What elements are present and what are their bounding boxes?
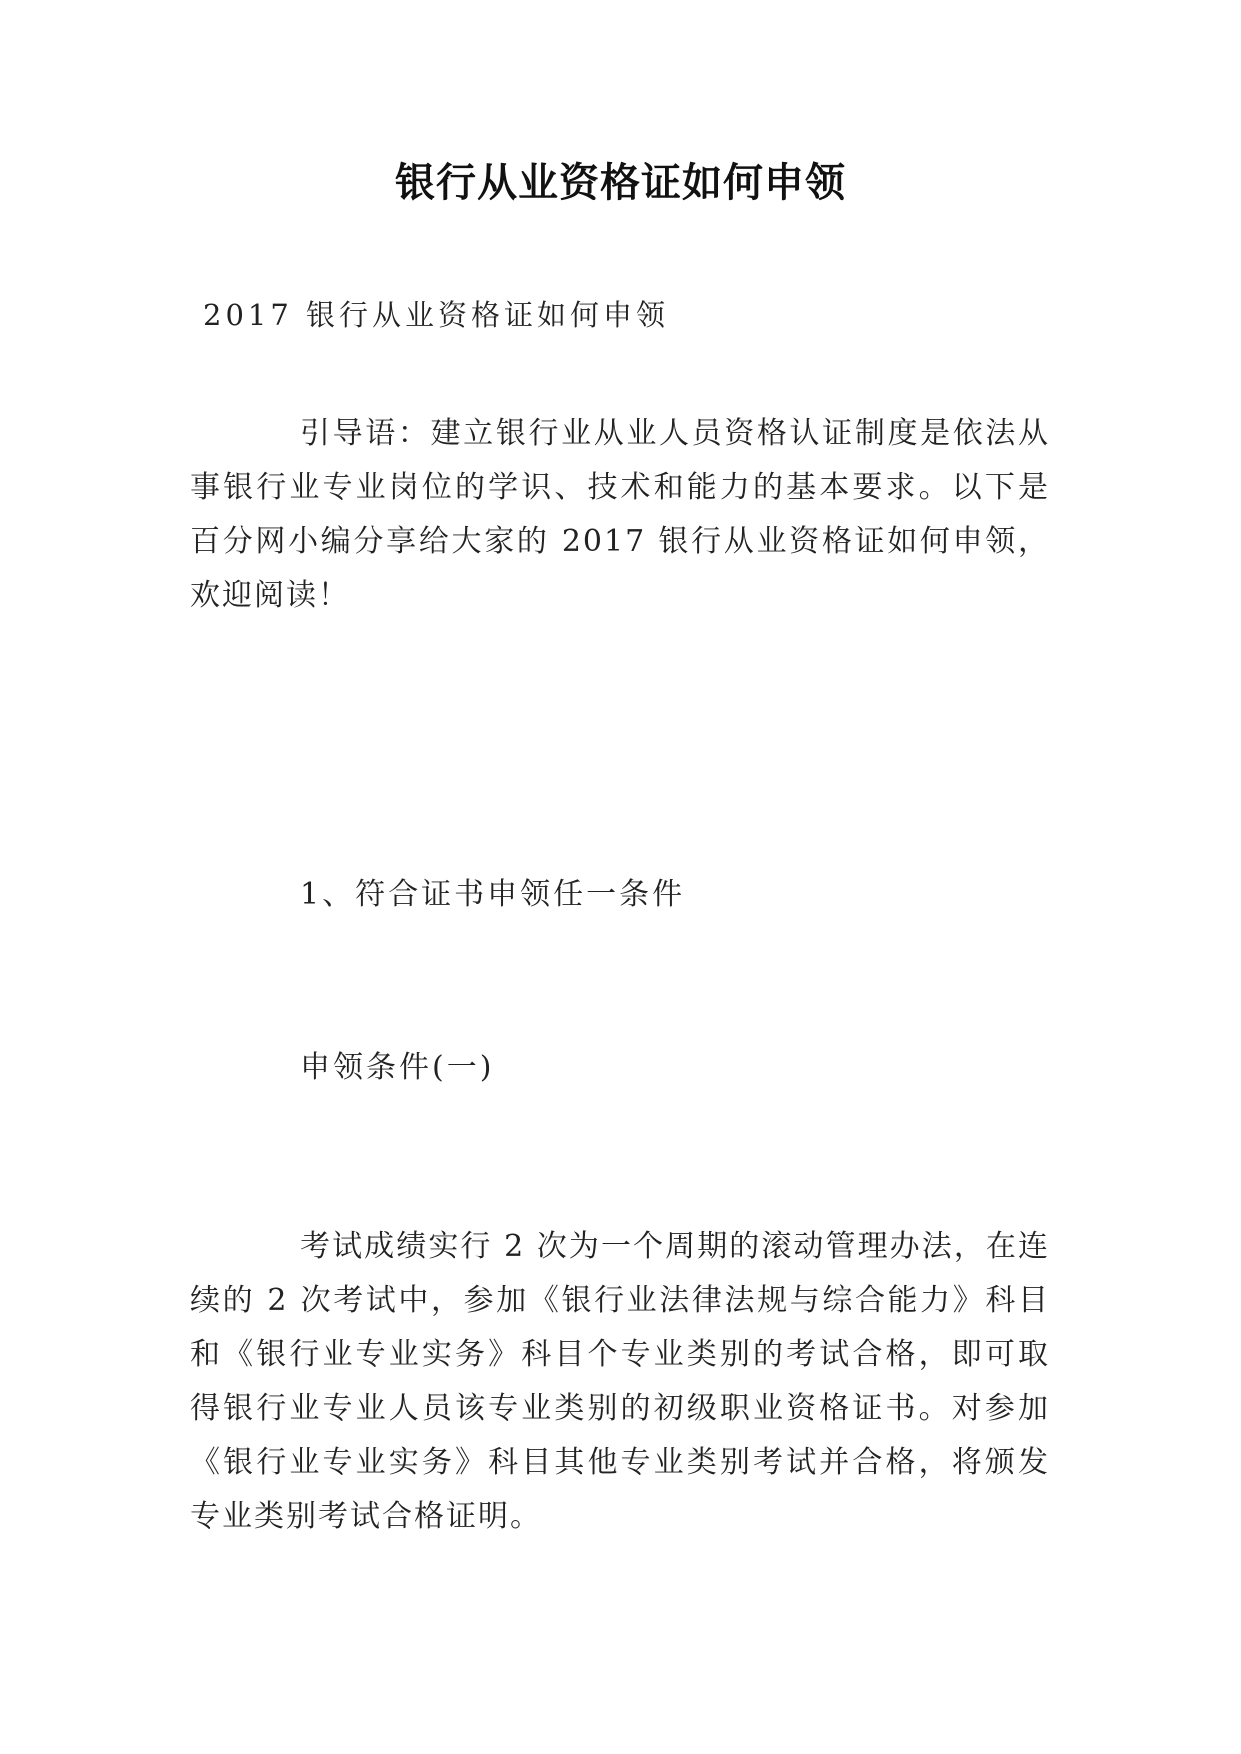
document-title: 银行从业资格证如何申领 [395,160,846,206]
section-2-paragraph: 考试成绩实行 2 次为一个周期的滚动管理办法，在连续的 2 次考试中，参加《银行业法律法规与综合能力》科目和《银行业专业实务》科目个专业类别的考试合格，即可取得银行业专业人员该专业类别的初级职业资格证书。对参加《银行业专业实务》科目其他专业类别考试并合格，将颁发专业类别考试合格证明。 [190,1229,1050,1534]
section-heading-2: 申领条件(一) [300,1050,495,1085]
section-heading-1: 1、符合证书申领任一条件 [300,877,686,912]
intro-paragraph: 引导语：建立银行业从业人员资格认证制度是依法从事银行业专业岗位的学识、技术和能力的基本要求。以下是百分网小编分享给大家的 2017 银行从业资格证如何申领，欢迎阅读！ [190,416,1050,613]
document-subtitle: 2017 银行从业资格证如何申领 [203,298,670,332]
